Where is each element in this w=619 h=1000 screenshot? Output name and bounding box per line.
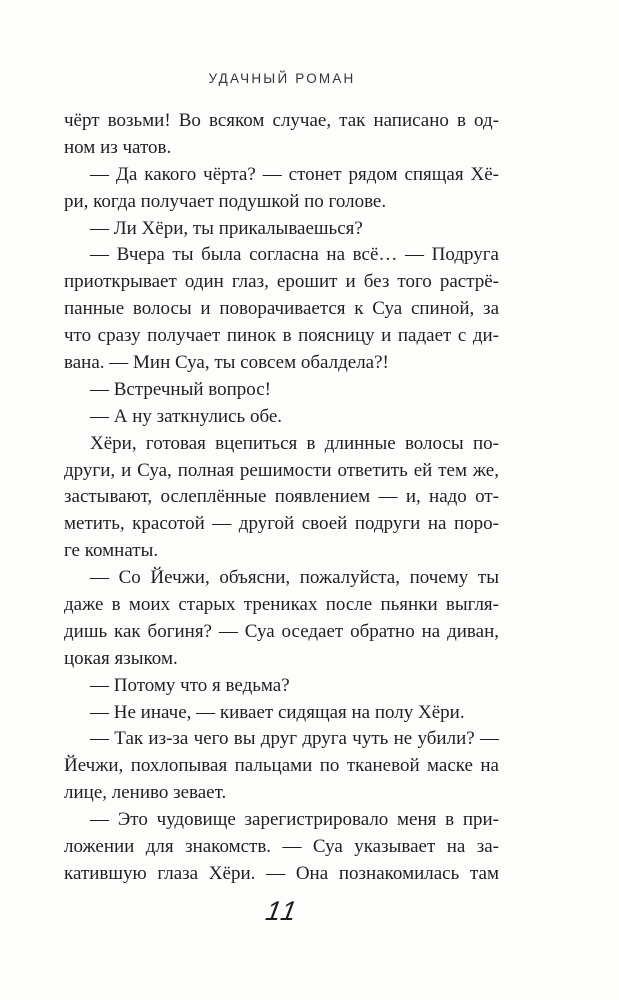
text-line: — Не иначе, — кивает сидящая на полу Хёри. xyxy=(90,701,465,723)
text-line: ри, когда получает подушкой по голове. xyxy=(64,190,387,212)
text-line: — Потому что я ведьма? xyxy=(90,674,290,696)
text-line: лице, лениво зевает. xyxy=(64,782,227,804)
running-header: УДАЧНЫЙ РОМАН xyxy=(208,71,356,86)
text-line: — Это чудовище зарегистрировало меня в при- xyxy=(90,809,499,831)
text-line: метить, красотой — другой своей подруги на поро- xyxy=(64,513,499,535)
text-line: панные волосы и поворачивается к Суа спиной, за xyxy=(64,298,499,320)
text-line: вана. — Мин Суа, ты совсем обалдела?! xyxy=(64,352,389,374)
text-line: застывают, ослеплённые появлением — и, надо от- xyxy=(64,486,499,508)
body-text xyxy=(64,108,499,888)
text-line: чёрт возьми! Во всяком случае, так написано в од- xyxy=(64,110,499,131)
text-line: — Так из-за чего вы друг друга чуть не убили? — xyxy=(90,728,499,750)
text-line: что сразу получает пинок в поясницу и падает с ди- xyxy=(64,325,499,347)
page-number: 11 xyxy=(263,896,301,926)
text-line: цокая языком. xyxy=(64,647,178,669)
text-line: — Да какого чёрта? — стонет рядом спящая Хё- xyxy=(90,163,499,185)
text-line: — Со Йечжи, объясни, пожалуйста, почему ты xyxy=(90,567,499,589)
text-line: — Вчера ты была согласна на всё… — Подруга xyxy=(90,244,499,266)
text-line: — Встречный вопрос! xyxy=(90,378,272,400)
text-line: ложении для знакомств. — Суа указывает на за- xyxy=(64,836,499,858)
text-line: ге комнаты. xyxy=(64,540,159,562)
text-line: катившую глаза Хёри. — Она познакомилась там xyxy=(64,862,499,884)
text-line: приоткрывает один глаз, ерошит и без того растрё- xyxy=(64,271,499,293)
text-line: — Ли Хёри, ты прикалываешься? xyxy=(90,217,363,239)
text-line: даже в моих старых трениках после пьянки выгля- xyxy=(64,594,499,616)
text-line: други, и Суа, полная решимости ответить ей тем же, xyxy=(64,459,499,481)
text-line: Хёри, готовая вцепиться в длинные волосы по- xyxy=(90,432,499,454)
text-line: ном из чатов. xyxy=(64,136,172,158)
text-line: — А ну заткнулись обе. xyxy=(90,405,283,427)
text-line: дишь как богиня? — Суа оседает обратно на диван, xyxy=(64,620,499,642)
text-line: Йечжи, похлопывая пальцами по тканевой маске на xyxy=(64,755,499,777)
